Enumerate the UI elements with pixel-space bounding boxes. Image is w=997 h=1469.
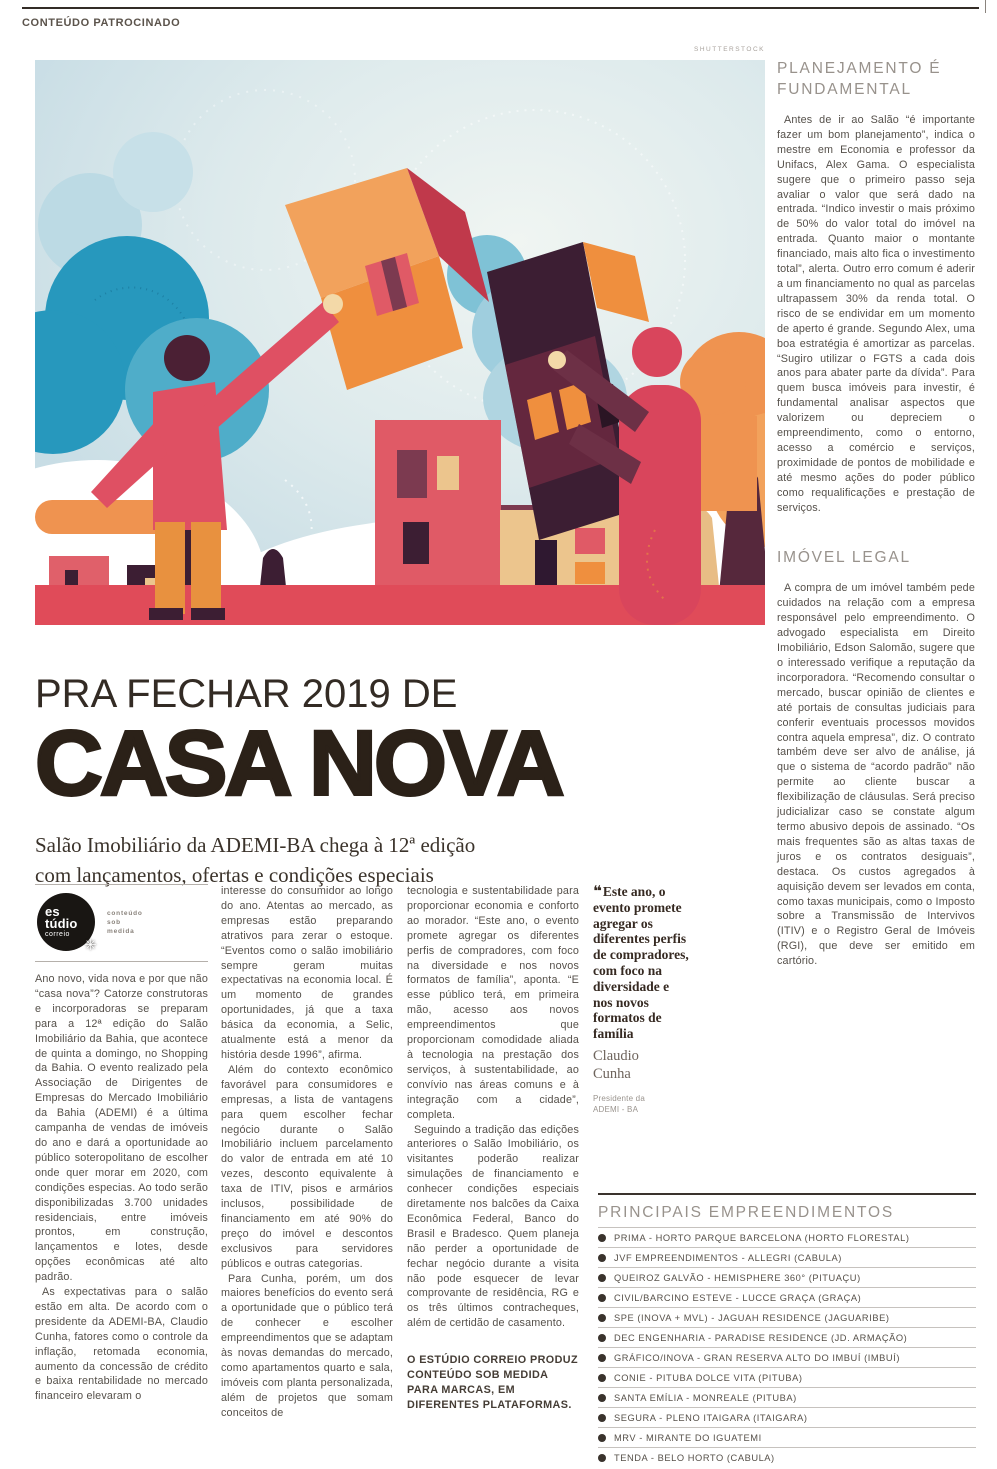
estudio-correio-logo-block: [35, 884, 208, 962]
article-column-1: [35, 884, 208, 1404]
headline-subtitle: Salão Imobiliário da ADEMI-BA chega à 12ª edição com lançamentos, ofertas e condições especiais: [35, 833, 476, 887]
list-item: [598, 1387, 976, 1407]
list-item-label: SEGURA - PLENO ITAIGARA (ITAIGARA): [614, 1412, 808, 1423]
article-column-3: [407, 884, 579, 1413]
page-title: CASA NOVA: [35, 711, 562, 815]
pull-quote: [593, 884, 689, 1115]
sidebar-section1-body: Antes de ir ao Salão “é importante fazer um bom planejamento”, indica o mestre em Economia e professor da Unifacs, Alex Gama. O especialista sugere que o primeiro passo seja avaliar o valor que será dado na entrada. “Indico investir o mais próximo de 50% do valor total do imóvel na entrada. Quanto maior o montante financiado, mais alto fica o investimento total”, alerta. Outro erro comum é aderir a um financiamento no qual as parcelas ultrapassem 30% da renda total. O risco de se endividar em um momento de aperto é grande. Segundo Alex, uma boa estratégia é amortizar as parcelas. “Sugiro utilizar o FGTS a cada dois anos para abater parte da dívida”. Para quem busca imóveis para investir, é fundamental analisar aspectos que valorizem ou depreciem o empreendimento, como o entorno, acesso a comércio e serviços, proximidade de pontos de mobilidade e até mesmo ações do poder público como requalificações e prestação de serviços.: [777, 114, 975, 514]
asterisk-icon: ✳: [84, 937, 97, 955]
list-item: [598, 1447, 976, 1467]
bullet-icon: [598, 1354, 606, 1362]
bullet-icon: [598, 1314, 606, 1322]
bullet-icon: [598, 1234, 606, 1242]
headline-kicker: PRA FECHAR 2019 DE: [35, 672, 458, 716]
listing-top-rule: [598, 1193, 976, 1195]
pull-quote-text: ❝ Este ano, o evento promete agregar os diferentes perfis de compradores, com foco na diversidade e nos novos formatos de família: [593, 882, 689, 1042]
list-item-label: CIVIL/BARCINO ESTEVE - LUCCE GRAÇA (GRAÇA): [614, 1292, 862, 1303]
logo-text: correio: [45, 930, 70, 938]
moving-houses-illustration: [35, 60, 765, 625]
studio-footer-note: O ESTÚDIO CORREIO PRODUZ CONTEÚDO SOB MEDIDA PARA MARCAS, EM DIFERENTES PLATAFORMAS.: [407, 1354, 578, 1412]
sidebar-section1-title: PLANEJAMENTO É FUNDAMENTAL: [777, 60, 942, 98]
list-item-label: PRIMA - HORTO PARQUE BARCELONA (HORTO FLORESTAL): [614, 1232, 910, 1243]
sponsored-content-kicker: CONTEÚDO PATROCINADO: [22, 17, 181, 29]
list-item-label: JVF EMPREENDIMENTOS - ALLEGRI (CABULA): [614, 1252, 842, 1263]
list-item: [598, 1407, 976, 1427]
list-item-label: MRV - MIRANTE DO IGUATEMI: [614, 1432, 762, 1443]
column3-text: [407, 884, 579, 1331]
list-item: [598, 1427, 976, 1447]
paragraph: As expectativas para o salão estão em alta. De acordo com o presidente da ADEMI-BA, Claudio Cunha, fatores como o controle da inflação, retomada economia, aumento da concessão de crédito e baixa rentabilidade no mercado financeiro elevaram o: [35, 1286, 208, 1403]
article-column-2: [221, 884, 393, 1421]
list-item-label: SANTA EMÍLIA - MONREALE (PITUBA): [614, 1392, 797, 1403]
list-item-label: GRÁFICO/INOVA - GRAN RESERVA ALTO DO IMBUÍ (IMBUÍ): [614, 1352, 900, 1363]
pull-quote-role: Presidente da ADEMI - BA: [593, 1093, 645, 1114]
top-rule: [22, 7, 979, 9]
list-item: [598, 1247, 976, 1267]
bullet-icon: [598, 1454, 606, 1462]
list-item: [598, 1327, 976, 1347]
list-item-label: SPE (INOVA + MVL) - JAGUAH RESIDENCE (JAGUARIBE): [614, 1312, 890, 1323]
headline-block: [35, 672, 635, 890]
sidebar-section2-body: A compra de um imóvel também pede cuidados na relação com a empresa responsável pelo empreendimento. O advogado especialista em Direito Imobiliário, Edson Salomão, sugere que o interessado verifique a reputação da incorporadora. “Recomendo consultar o mercado, buscar opinião de clientes e até portais de consultas judiciais para conferir eventuais processos movidos contra aquela empresa”, diz. O contrato também deve ser alvo de análise, já que o sistema de “acordo padrão” não permite ao cliente buscar a flexibilização de cláusulas. Será preciso judicializar caso se constate algum termo abusivo depois de assinado. “Os mais frequentes são as altas taxas de juros e os contratos desiguais”, destaca. Os custos agregados à aquisição devem ser levados em conta, como taxas municipais, como o Imposto sobre a Transmissão de Intervivos (ITIV) e o Registro Geral de Imóveis (RGI), que deve ser emitido em cartório.: [777, 582, 975, 968]
listing-title: PRINCIPAIS EMPREENDIMENTOS: [598, 1204, 894, 1221]
list-item: [598, 1287, 976, 1307]
bullet-icon: [598, 1254, 606, 1262]
corner-tick: [985, 0, 986, 13]
list-item-label: DEC ENGENHARIA - PARADISE RESIDENCE (JD. ARMAÇÃO): [614, 1332, 908, 1343]
list-item: [598, 1227, 976, 1247]
column2-text: [221, 884, 393, 1421]
list-item: [598, 1347, 976, 1367]
logo-text: es: [45, 903, 60, 919]
bullet-icon: [598, 1414, 606, 1422]
illustration-svg: [35, 60, 765, 625]
list-item-label: TENDA - BELO HORTO (CABULA): [614, 1452, 775, 1463]
bullet-icon: [598, 1334, 606, 1342]
bullet-icon: [598, 1294, 606, 1302]
pull-quote-author: Claudio Cunha: [593, 1047, 639, 1082]
quote-mark-icon: ❝: [593, 882, 600, 900]
list-item-label: QUEIROZ GALVÃO - HEMISPHERE 360° (PITUAÇU): [614, 1272, 861, 1283]
list-item-label: CONIE - PITUBA DOLCE VITA (PITUBA): [614, 1372, 803, 1383]
developments-listing: [598, 1193, 976, 1467]
bullet-icon: [598, 1394, 606, 1402]
estudio-correio-logo: [37, 893, 97, 955]
list-item: [598, 1307, 976, 1327]
paragraph: Ano novo, vida nova e por que não “casa nova”? Catorze construtoras e incorporadoras se preparam para a 12ª edição do Salão Imobiliário da Bahia, que acontece de quinta a domingo, no Shopping da Bahia. O evento realizado pela Associação de Dirigentes de Empresas do Mercado Imobiliário da Bahia (ADEMI) é a última campanha de vendas de imóveis do ano e dará a oportunidade ao público soteropolitano de escolher onde quer morar em 2020, com condições especias. Ao todo serão disponibilizadas 3.700 unidades residenciais, entre imóveis prontos, em construção, lançamentos e lotes, desde opções econômicas até alto padrão.: [35, 973, 208, 1284]
list-item: [598, 1367, 976, 1387]
listing-items: [598, 1227, 976, 1467]
paragraph: Para Cunha, porém, um dos maiores benefícios do evento será a oportunidade que o público terá de conhecer e escolher empreendimentos que se adaptam às novas demandas do mercado, como apartamentos quarto e sala, imóveis com planta personalizada, além de projetos que somam conceitos de: [221, 1272, 393, 1419]
paragraph: Seguindo a tradição das edições anteriores o Salão Imobiliário, os visitantes poderão realizar simulações de financiamento e conhecer condições especiais diretamente nos balcões da Caixa Econômica Federal, Banco do Brasil e Bradesco. Quem planeja não perder a oportunidade de fechar negócio durante a visita não pode esquecer de levar comprovante de residência, RG e os três últimos contracheques, além de certidão de casamento.: [407, 1123, 579, 1330]
bullet-icon: [598, 1274, 606, 1282]
paragraph: interesse do consumidor ao longo do ano. Atentas ao mercado, as empresas estão preparando atrativos para zerar o estoque. “Eventos como o salão imobiliário sempre geram muitas expectativas na economia local. É um momento de grandes oportunidades, já que a taxa básica da economia, a Selic, atualmente está a menor da história desde 1996”, afirma.: [221, 885, 393, 1061]
list-item: [598, 1267, 976, 1287]
logo-tagline: conteúdo sob medida: [107, 909, 143, 935]
sidebar: [777, 58, 975, 969]
photo-credit: SHUTTERSTOCK: [694, 46, 765, 53]
paragraph: tecnologia e sustentabilidade para proporcionar economia e conforto ao morador. “Este ano, o evento promete agregar os diferentes perfis de compradores, com foco na diversidade e nos novos formatos de família”, aponta. “E esse público terá, em primeira mão, acesso aos novos empreendimentos que proporcionam comodidade aliada à tecnologia na prestação dos serviços, à sustentabilidade, ao convívio nas áreas comuns e à integração com a cidade”, completa.: [407, 885, 579, 1121]
paragraph: Além do contexto econômico favorável para consumidores e empresas, a lista de vantagens para quem escolher fechar negócio durante o Salão Imobiliário incluem parcelamento do valor de entrada em até 10 vezes, desconto equivalente à taxa de ITIV, pisos e armários inclusos, possibilidade de financiamento em até 90% do preço do imóvel e descontos exclusivos para servidores públicos e outras categorias.: [221, 1063, 393, 1270]
logo-text: túdio: [45, 915, 78, 931]
column1-text: [35, 972, 208, 1404]
bullet-icon: [598, 1374, 606, 1382]
sidebar-section2-title: IMÓVEL LEGAL: [777, 549, 911, 567]
bullet-icon: [598, 1434, 606, 1442]
